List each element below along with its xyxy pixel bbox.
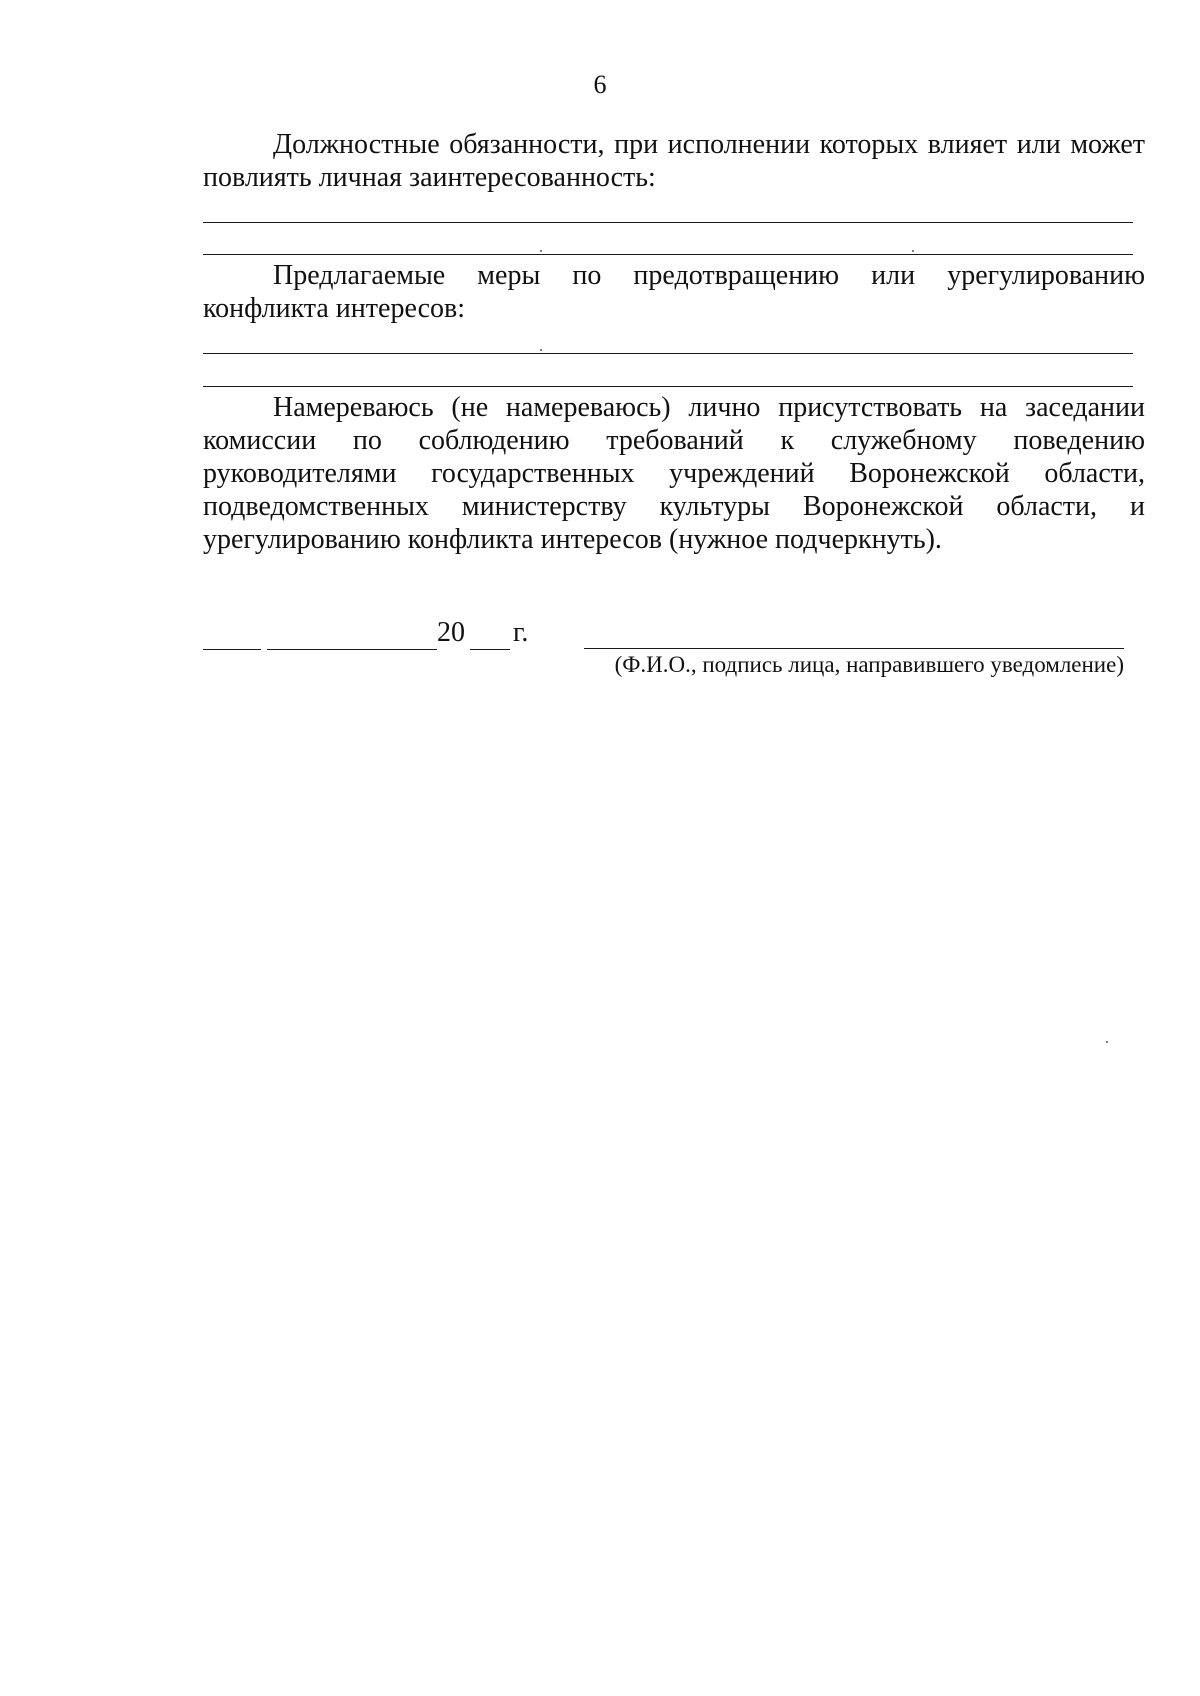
scan-speck bbox=[540, 349, 542, 351]
signature-caption: (Ф.И.О., подпись лица, направившего уведомление) bbox=[614, 652, 1124, 677]
duties-blank-line-2 bbox=[203, 254, 1133, 255]
signature-line bbox=[584, 648, 1124, 649]
day-blank bbox=[203, 649, 261, 650]
month-blank bbox=[267, 649, 437, 650]
intention-paragraph: Намереваюсь (не намереваюсь) лично присутствовать на заседании комиссии по соблюдению требований к служебному поведению руководителями государственных учреждений Воронежской области, подведомственных министерству культуры Воронежской области, и урегулированию конфликта интересов (нужное подчеркнуть). bbox=[203, 392, 1145, 555]
measures-blank-line-2 bbox=[203, 386, 1133, 387]
scan-speck bbox=[540, 250, 542, 252]
measures-paragraph: Предлагаемые меры по предотвращению или урегулированию конфликта интересов: bbox=[203, 260, 1145, 324]
scan-speck bbox=[1106, 1041, 1108, 1043]
year-prefix: 20 bbox=[437, 617, 465, 648]
year-suffix: г. bbox=[513, 617, 529, 648]
measures-blank-line-1 bbox=[203, 353, 1133, 354]
scan-speck bbox=[912, 250, 914, 252]
duties-paragraph: Должностные обязанности, при исполнении которых влияет или может повлиять личная заинтересованность: bbox=[203, 129, 1145, 193]
year-blank bbox=[470, 649, 510, 650]
page-number: 6 bbox=[593, 70, 607, 99]
duties-blank-line-1 bbox=[203, 222, 1133, 223]
